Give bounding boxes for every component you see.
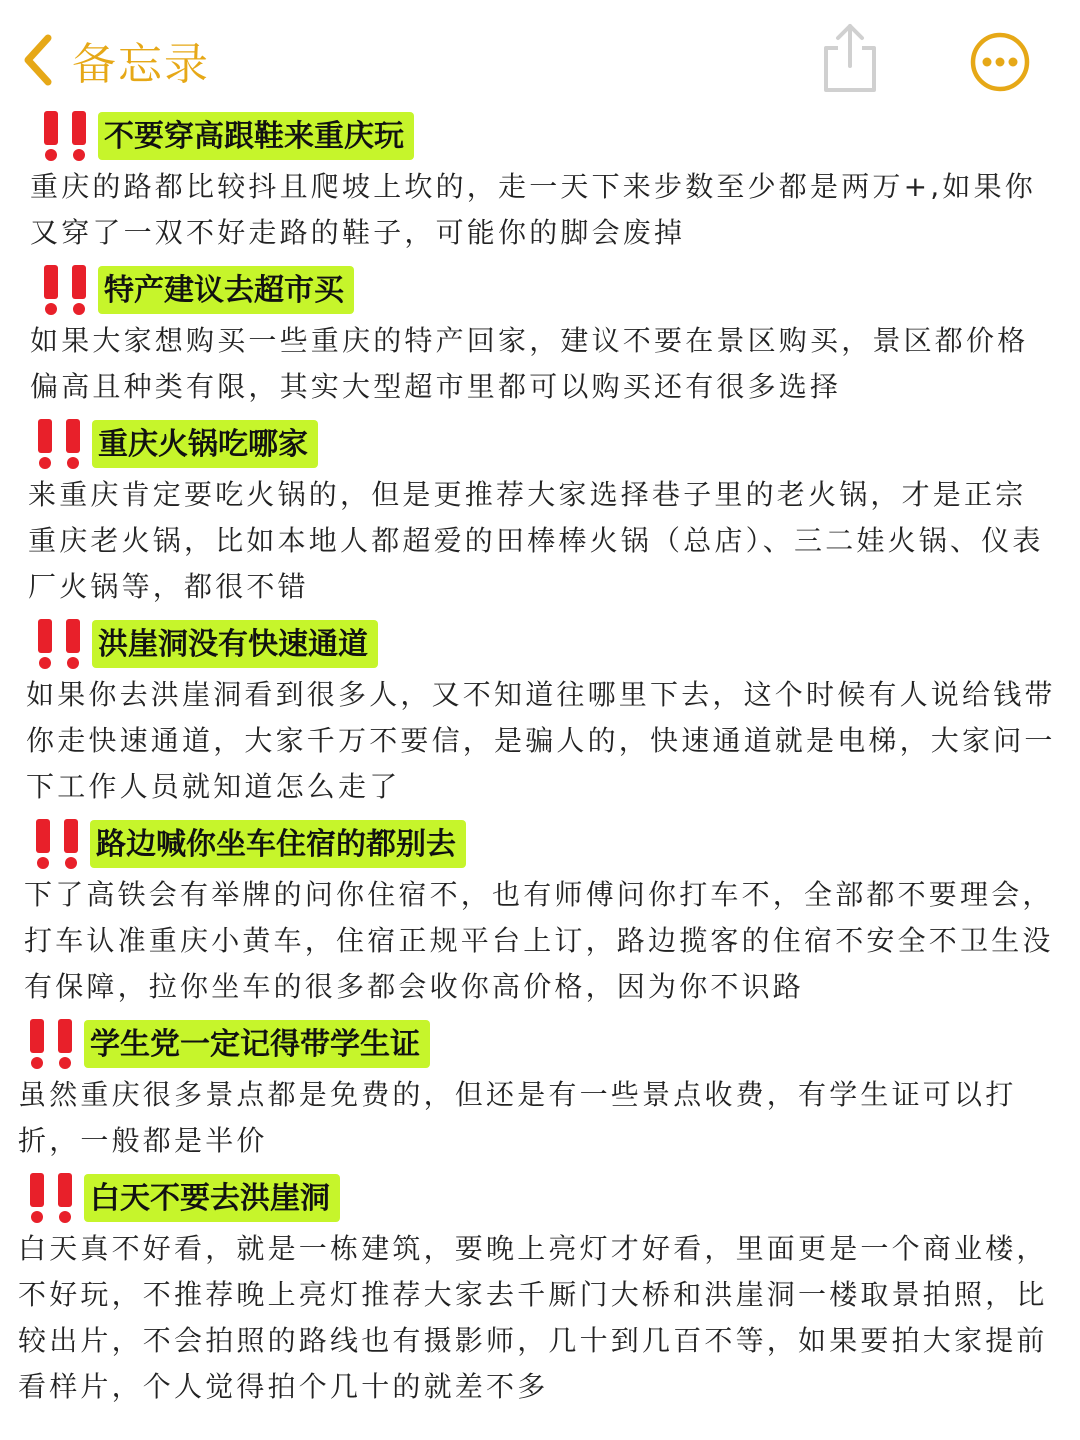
- tip-heading: 不要穿高跟鞋来重庆玩: [98, 112, 414, 160]
- tip-section: [0, 1016, 1080, 1164]
- double-exclamation-icon: [26, 1017, 80, 1071]
- tip-heading: 白天不要去洪崖洞: [84, 1174, 340, 1222]
- tip-body: 下了高铁会有举牌的问你住宿不，也有师傅问你打车不，全部都不要理会，打车认准重庆小黄车，住宿正规平台上订，路边揽客的住宿不安全不卫生没有保障，拉你坐车的很多都会收你高价格，因为你不识路: [24, 878, 1054, 1003]
- double-exclamation-icon: [34, 617, 88, 671]
- tip-section: [0, 816, 1080, 1010]
- tip-body: 来重庆肯定要吃火锅的，但是更推荐大家选择巷子里的老火锅，才是正宗重庆老火锅，比如本地人都超爱的田棒棒火锅（总店）、三二娃火锅、仪表厂火锅等，都很不错: [28, 478, 1044, 603]
- tip-heading: 特产建议去超市买: [98, 266, 354, 314]
- more-icon: [970, 77, 1030, 96]
- tip-heading: 路边喊你坐车住宿的都别去: [90, 820, 466, 868]
- back-label: 备忘录: [72, 39, 210, 90]
- tip-body: 如果大家想购买一些重庆的特产回家，建议不要在景区购买，景区都价格偏高且种类有限，其实大型超市里都可以购买还有很多选择: [30, 324, 1029, 403]
- tip-heading: 学生党一定记得带学生证: [84, 1020, 430, 1068]
- tip-body: 虽然重庆很多景点都是免费的，但还是有一些景点收费，有学生证可以打折，一般都是半价: [18, 1078, 1017, 1157]
- double-exclamation-icon: [40, 109, 94, 163]
- tip-section: [0, 616, 1080, 810]
- tip-body: 如果你去洪崖洞看到很多人，又不知道往哪里下去，这个时候有人说给钱带你走快速通道，大家千万不要信，是骗人的，快速通道就是电梯，大家问一下工作人员就知道怎么走了: [26, 678, 1056, 803]
- note-content: [0, 108, 1080, 1416]
- more-button[interactable]: [970, 32, 1030, 92]
- share-button[interactable]: [818, 22, 882, 94]
- back-button[interactable]: [20, 30, 210, 90]
- tip-section: [0, 416, 1080, 610]
- double-exclamation-icon: [32, 817, 86, 871]
- tip-body: 重庆的路都比较抖且爬坡上坎的，走一天下来步数至少都是两万+,如果你又穿了一双不好走路的鞋子，可能你的脚会废掉: [30, 170, 1036, 249]
- tip-section: [0, 262, 1080, 410]
- share-icon: [818, 79, 882, 98]
- tip-heading: 洪崖洞没有快速通道: [92, 620, 378, 668]
- double-exclamation-icon: [26, 1171, 80, 1225]
- tip-section: [0, 1170, 1080, 1410]
- tip-section: [0, 108, 1080, 256]
- nav-bar: [0, 0, 1080, 110]
- double-exclamation-icon: [40, 263, 94, 317]
- tip-body: 白天真不好看，就是一栋建筑，要晚上亮灯才好看，里面更是一个商业楼，不好玩，不推荐晚上亮灯推荐大家去千厮门大桥和洪崖洞一楼取景拍照，比较出片，不会拍照的路线也有摄影师，几十到几百不等，如果要拍大家提前看样片，个人觉得拍个几十的就差不多: [18, 1232, 1048, 1403]
- tip-heading: 重庆火锅吃哪家: [92, 420, 318, 468]
- double-exclamation-icon: [34, 417, 88, 471]
- chevron-left-icon: [20, 32, 54, 88]
